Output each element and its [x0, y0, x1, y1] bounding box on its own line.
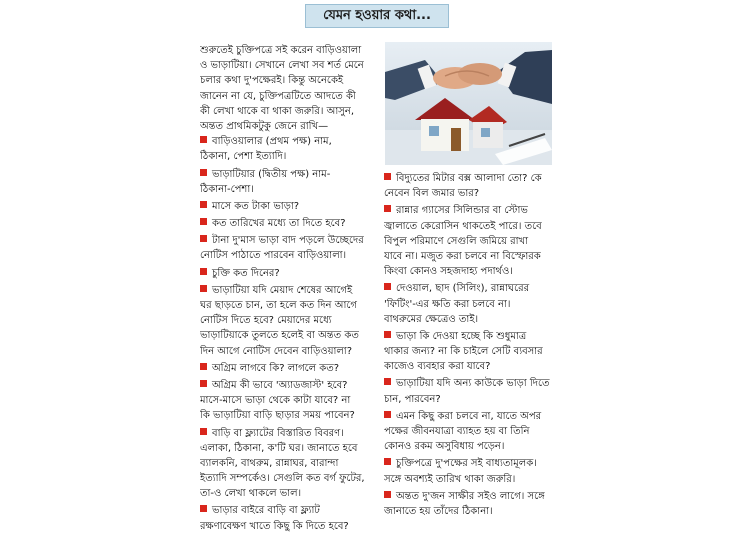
item-text: ব্যালকনি, বাথরুম, রান্নাঘর, বারান্দা [200, 457, 339, 469]
item-line [200, 182, 378, 197]
item-text: ইত্যাদি সম্পর্কেও। সেগুলি কত বর্গ ফুটের, [200, 473, 365, 485]
item-text: যাবে না। মজুত করা চলবে না বিস্ফোরক [384, 250, 541, 262]
red-square-bullet-icon [384, 411, 391, 418]
item-line [384, 297, 556, 312]
article-photo [385, 42, 552, 165]
text-line: চলার কথা দু'পক্ষেরই। কিন্তু অনেকেই [200, 75, 344, 87]
item-text: ভাড়া কি দেওয়া হচ্ছে কি শুধুমাত্র [396, 330, 527, 342]
item-text: মাসে-মাসে ভাড়া থেকে কাটা যাবে? না [200, 395, 351, 407]
item-line [384, 456, 556, 471]
item-line [200, 248, 378, 263]
text-line: কী লেখা থাকে বা থাকা জরুরি। আসুন, [200, 105, 355, 117]
list-item [384, 329, 556, 375]
red-square-bullet-icon [200, 169, 207, 176]
item-line [384, 219, 556, 234]
item-line [200, 344, 378, 359]
list-item [384, 456, 556, 486]
item-line [200, 134, 378, 149]
item-text: ঠিকানা, পেশা ইত্যাদি। [200, 151, 287, 163]
red-square-bullet-icon [200, 285, 207, 292]
item-line [200, 456, 378, 471]
item-text: দেওয়াল, ছাদ (সিলিং), রান্নাঘরের [396, 283, 530, 295]
item-line [200, 199, 378, 214]
item-text: বাথরুমের ক্ষেত্রেও তাই। [384, 313, 479, 325]
item-text: মাসে কত টাকা ভাড়া? [212, 200, 300, 212]
item-line [200, 441, 378, 456]
item-text: রান্নার গ্যাসের সিলিন্ডার বা স্টোভ [396, 205, 528, 217]
item-text: তা-ও লেখা থাকলে ভাল। [200, 488, 302, 500]
item-text: জ্বালাতে কেরোসিন থাকতেই পারে। তবে [384, 220, 542, 232]
item-text: 'ফিটিং'-এর ক্ষতি করা চলবে না। [384, 298, 511, 310]
item-line [384, 409, 556, 424]
list-item [200, 503, 378, 533]
item-line [384, 359, 556, 374]
red-square-bullet-icon [200, 428, 207, 435]
item-line [384, 424, 556, 439]
item-line [384, 392, 556, 407]
item-line [200, 298, 378, 313]
list-item [200, 426, 378, 502]
item-line [384, 234, 556, 249]
item-line [384, 329, 556, 344]
item-text: বিদ্যুতের মিটার বক্স আলাদা তো? কে [396, 173, 542, 184]
article-title: যেমন হওয়ার কথা... [305, 4, 449, 28]
list-item [384, 376, 556, 406]
item-text: থাকার জন্য? না কি চাইলে সেটি ব্যবসার [384, 346, 543, 358]
item-line [200, 216, 378, 231]
item-text: কি ভাড়াটিয়া বাড়ি ছাড়ার সময় পাবেন? [200, 410, 355, 422]
item-text: বিপুল পরিমাণে সেগুলি জমিয়ে রাখা [384, 235, 529, 247]
list-item [200, 134, 378, 164]
red-square-bullet-icon [384, 283, 391, 290]
item-text: কোনও রকম অসুবিধায় পড়েন। [384, 441, 505, 453]
left-item-list [200, 134, 378, 534]
item-line [384, 344, 556, 359]
red-square-bullet-icon [384, 491, 391, 498]
item-line [200, 426, 378, 441]
item-text: চুক্তিপত্রে দু'পক্ষের সই বাধ্যতামূলক। [396, 458, 537, 470]
item-text: ভাড়াটিয়ার (দ্বিতীয় পক্ষ) নাম- [212, 168, 331, 180]
red-square-bullet-icon [200, 201, 207, 208]
red-square-bullet-icon [200, 235, 207, 242]
item-text: বাড়িওয়ালার (প্রথম পক্ষ) নাম, [212, 136, 332, 148]
item-text: জানাতে হয় তাঁদের ঠিকানা। [384, 505, 493, 517]
text-line: অন্তত প্রাথমিকটুকু জেনে রাখি— [200, 120, 329, 132]
list-item [384, 203, 556, 279]
item-text: নেবেন বিল জমার ভার? [384, 188, 480, 200]
item-text: কত তারিখের মধ্যে তা দিতে হবে? [212, 218, 346, 230]
item-text: চুক্তি কত দিনের? [212, 267, 280, 279]
item-line [384, 439, 556, 454]
item-text: পক্ষের জীবনযাত্রা ব্যাহত হয় বা তিনি [384, 426, 530, 437]
item-line [200, 167, 378, 182]
item-line [200, 313, 378, 328]
red-square-bullet-icon [200, 218, 207, 225]
item-text: অগ্রিম কী ভাবে 'অ্যাডজাস্ট' হবে? [212, 379, 348, 391]
item-line [200, 361, 378, 376]
text-line: ও ভাড়াটিয়া। সেখানে লেখা সব শর্ত মেনে [200, 60, 364, 72]
item-text: ভাড়াটিয়া যদি মেয়াদ শেষের আগেই [212, 284, 353, 296]
list-item [200, 283, 378, 359]
item-text: কিংবা কোনও সহজদাহ্য পদার্থও। [384, 266, 513, 278]
item-line [200, 393, 378, 408]
item-text: এলাকা, ঠিকানা, ক'টি ঘর। জানাতে হবে [200, 442, 358, 454]
item-line [200, 486, 378, 501]
item-text: বাড়ি বা ফ্ল্যাটের বিস্তারিত বিবরণ। [212, 427, 344, 439]
list-item [384, 489, 556, 519]
item-text: ভাড়ার বাইরে বাড়ি বা ফ্ল্যাট [212, 505, 320, 517]
item-line [384, 203, 556, 218]
left-column [200, 43, 378, 536]
red-square-bullet-icon [200, 268, 207, 275]
red-square-bullet-icon [384, 331, 391, 338]
item-line [384, 249, 556, 264]
right-item-list [384, 171, 556, 519]
red-square-bullet-icon [384, 205, 391, 212]
item-line [200, 233, 378, 248]
list-item [200, 216, 378, 231]
item-line [200, 328, 378, 343]
red-square-bullet-icon [200, 505, 207, 512]
red-square-bullet-icon [200, 136, 207, 143]
item-text: রক্ষণাবেক্ষণ খাতে কিছু কি দিতে হবে? [200, 520, 349, 532]
right-column [384, 171, 556, 521]
item-line [200, 378, 378, 393]
intro-paragraph [200, 43, 378, 134]
item-text: ঘর ছাড়তে চান, তা হলে কত দিন আগে [200, 300, 357, 311]
item-text: অন্তত দু'জন সাক্ষীর সইও লাগে। সঙ্গে [396, 490, 545, 502]
item-line [200, 149, 378, 164]
item-text: ভাড়াটিয়া যদি অন্য কাউকে ভাড়া দিতে [396, 378, 550, 390]
item-line [384, 504, 556, 519]
list-item [200, 167, 378, 197]
list-item [200, 266, 378, 281]
item-line [384, 312, 556, 327]
red-square-bullet-icon [384, 378, 391, 385]
list-item [384, 281, 556, 327]
item-line [384, 472, 556, 487]
item-line [200, 266, 378, 281]
red-square-bullet-icon [384, 173, 391, 180]
list-item [384, 409, 556, 455]
list-item [200, 233, 378, 263]
item-text: ঠিকানা-পেশা। [200, 183, 254, 195]
text-line: জানেন না যে, চুক্তিপত্রটিতে আদতে কী [200, 90, 356, 102]
item-text: অগ্রিম লাগবে কি? লাগলে কত? [212, 362, 340, 374]
item-text: চান, পারবেন? [384, 393, 441, 405]
list-item [200, 199, 378, 214]
item-line [200, 503, 378, 518]
item-line [384, 171, 556, 186]
item-text: নোটিস পাঠাতে পারবেন বাড়িওয়ালা। [200, 250, 347, 262]
item-line [384, 264, 556, 279]
list-item [200, 378, 378, 424]
item-text: এমন কিছু করা চলবে না, যাতে অপর [396, 410, 542, 422]
item-line [200, 519, 378, 534]
red-square-bullet-icon [200, 380, 207, 387]
item-text: ভাড়াটিয়াকে তুলতে হলেই বা অন্তত কত [200, 330, 359, 342]
item-line [384, 281, 556, 296]
item-text: দিন আগে নোটিস দেবেন বাড়িওয়ালা? [200, 345, 353, 357]
item-text: কাজেও ব্যবহার করা যাবে? [384, 361, 491, 373]
item-text: টানা দু'মাস ভাড়া বাদ পড়লে উচ্ছেদের [212, 235, 364, 247]
item-text: সঙ্গে অবশ্যই তারিখ থাকা জরুরি। [384, 473, 516, 485]
item-line [200, 471, 378, 486]
item-line [200, 283, 378, 298]
item-line [200, 408, 378, 423]
item-text: নোটিস দিতে হবে? মেয়াদের মধ্যে [200, 315, 332, 327]
item-line [384, 376, 556, 391]
list-item [384, 171, 556, 201]
text-line: শুরুতেই চুক্তিপত্রে সই করেন বাড়িওয়ালা [200, 45, 362, 56]
item-line [384, 489, 556, 504]
item-line [384, 186, 556, 201]
handshake-house-icon [385, 42, 552, 165]
list-item [200, 361, 378, 376]
red-square-bullet-icon [384, 458, 391, 465]
red-square-bullet-icon [200, 363, 207, 370]
